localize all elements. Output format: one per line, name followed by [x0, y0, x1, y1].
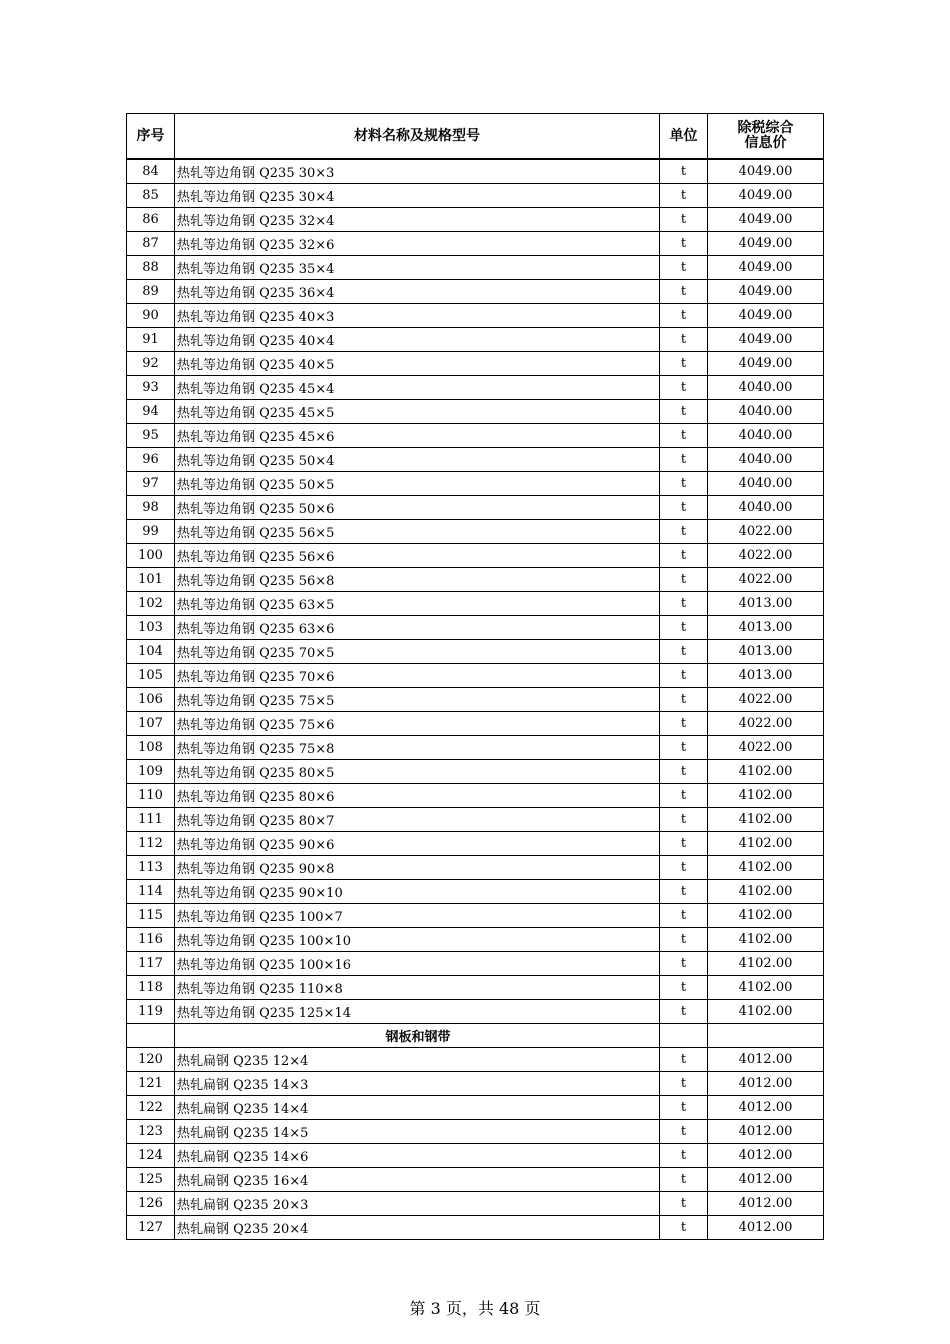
material-name: 热轧等边角钢 Q235 50×4 [175, 448, 660, 472]
price-table [126, 113, 824, 1240]
price: 4049.00 [708, 232, 824, 256]
material-name: 热轧扁钢 Q235 14×6 [175, 1144, 660, 1168]
row-number: 103 [127, 616, 175, 640]
table-row [127, 304, 824, 328]
table-row [127, 808, 824, 832]
price: 4102.00 [708, 976, 824, 1000]
material-name: 热轧等边角钢 Q235 30×3 [175, 159, 660, 184]
price: 4102.00 [708, 784, 824, 808]
row-number: 96 [127, 448, 175, 472]
material-name: 热轧等边角钢 Q235 56×6 [175, 544, 660, 568]
price: 4040.00 [708, 472, 824, 496]
unit: t [660, 1000, 708, 1024]
material-name: 热轧等边角钢 Q235 45×4 [175, 376, 660, 400]
row-number: 102 [127, 592, 175, 616]
table-row [127, 1096, 824, 1120]
row-number: 101 [127, 568, 175, 592]
unit: t [660, 784, 708, 808]
price: 4102.00 [708, 1000, 824, 1024]
material-name: 热轧等边角钢 Q235 32×6 [175, 232, 660, 256]
table-row [127, 208, 824, 232]
price: 4102.00 [708, 928, 824, 952]
row-number: 95 [127, 424, 175, 448]
material-name: 热轧等边角钢 Q235 90×6 [175, 832, 660, 856]
unit: t [660, 736, 708, 760]
unit: t [660, 352, 708, 376]
section-row [127, 1024, 824, 1048]
material-name: 热轧等边角钢 Q235 75×8 [175, 736, 660, 760]
unit: t [660, 1096, 708, 1120]
material-name: 热轧等边角钢 Q235 75×6 [175, 712, 660, 736]
unit: t [660, 424, 708, 448]
material-name: 热轧等边角钢 Q235 110×8 [175, 976, 660, 1000]
unit: t [660, 280, 708, 304]
table-row [127, 640, 824, 664]
unit: t [660, 1120, 708, 1144]
table-row [127, 544, 824, 568]
material-name: 热轧扁钢 Q235 16×4 [175, 1168, 660, 1192]
row-number: 113 [127, 856, 175, 880]
header-name: 材料名称及规格型号 [175, 114, 660, 160]
unit: t [660, 616, 708, 640]
unit: t [660, 688, 708, 712]
price: 4013.00 [708, 640, 824, 664]
price: 4012.00 [708, 1192, 824, 1216]
table-row [127, 424, 824, 448]
material-name: 热轧等边角钢 Q235 90×10 [175, 880, 660, 904]
material-name: 热轧等边角钢 Q235 80×6 [175, 784, 660, 808]
row-number: 106 [127, 688, 175, 712]
price: 4102.00 [708, 904, 824, 928]
table-row [127, 784, 824, 808]
table-row [127, 496, 824, 520]
price: 4049.00 [708, 256, 824, 280]
material-name: 热轧等边角钢 Q235 50×5 [175, 472, 660, 496]
price: 4049.00 [708, 304, 824, 328]
price: 4013.00 [708, 592, 824, 616]
price: 4040.00 [708, 400, 824, 424]
material-name: 热轧等边角钢 Q235 40×3 [175, 304, 660, 328]
price: 4012.00 [708, 1144, 824, 1168]
material-name: 热轧扁钢 Q235 20×3 [175, 1192, 660, 1216]
row-number: 107 [127, 712, 175, 736]
row-number: 126 [127, 1192, 175, 1216]
table-row [127, 1216, 824, 1240]
price: 4022.00 [708, 544, 824, 568]
material-name: 热轧等边角钢 Q235 90×8 [175, 856, 660, 880]
material-name: 热轧等边角钢 Q235 125×14 [175, 1000, 660, 1024]
row-number: 89 [127, 280, 175, 304]
table-row [127, 1144, 824, 1168]
unit: t [660, 496, 708, 520]
unit: t [660, 1192, 708, 1216]
table-row [127, 760, 824, 784]
price: 4102.00 [708, 808, 824, 832]
material-name: 热轧等边角钢 Q235 56×8 [175, 568, 660, 592]
price: 4012.00 [708, 1168, 824, 1192]
material-name: 热轧等边角钢 Q235 45×5 [175, 400, 660, 424]
unit: t [660, 1216, 708, 1240]
row-number: 92 [127, 352, 175, 376]
price: 4012.00 [708, 1096, 824, 1120]
table-row [127, 568, 824, 592]
row-number: 117 [127, 952, 175, 976]
material-name: 热轧等边角钢 Q235 70×6 [175, 664, 660, 688]
table-row [127, 400, 824, 424]
row-number: 125 [127, 1168, 175, 1192]
unit: t [660, 856, 708, 880]
material-name: 热轧等边角钢 Q235 50×6 [175, 496, 660, 520]
table-row [127, 664, 824, 688]
table-row [127, 592, 824, 616]
price: 4013.00 [708, 664, 824, 688]
section-title: 钢板和钢带 [175, 1024, 660, 1048]
unit: t [660, 880, 708, 904]
unit: t [660, 304, 708, 328]
price: 4012.00 [708, 1120, 824, 1144]
unit: t [660, 952, 708, 976]
price: 4102.00 [708, 880, 824, 904]
table-row [127, 976, 824, 1000]
row-number: 86 [127, 208, 175, 232]
unit: t [660, 472, 708, 496]
material-name: 热轧等边角钢 Q235 75×5 [175, 688, 660, 712]
price: 4049.00 [708, 184, 824, 208]
material-name: 热轧等边角钢 Q235 40×4 [175, 328, 660, 352]
row-number: 98 [127, 496, 175, 520]
page-footer: 第 3 页，共 48 页 [409, 1299, 541, 1318]
row-number: 109 [127, 760, 175, 784]
table-row [127, 280, 824, 304]
material-name: 热轧等边角钢 Q235 56×5 [175, 520, 660, 544]
table-row [127, 448, 824, 472]
row-number: 110 [127, 784, 175, 808]
material-name: 热轧等边角钢 Q235 36×4 [175, 280, 660, 304]
material-name: 热轧等边角钢 Q235 32×4 [175, 208, 660, 232]
row-number: 99 [127, 520, 175, 544]
material-name: 热轧扁钢 Q235 14×3 [175, 1072, 660, 1096]
row-number: 105 [127, 664, 175, 688]
material-name: 热轧等边角钢 Q235 100×7 [175, 904, 660, 928]
price: 4012.00 [708, 1072, 824, 1096]
material-name: 热轧扁钢 Q235 14×4 [175, 1096, 660, 1120]
unit: t [660, 712, 708, 736]
row-number: 93 [127, 376, 175, 400]
table-row [127, 952, 824, 976]
row-number: 124 [127, 1144, 175, 1168]
unit: t [660, 568, 708, 592]
price: 4049.00 [708, 352, 824, 376]
unit: t [660, 1048, 708, 1072]
material-name: 热轧等边角钢 Q235 63×6 [175, 616, 660, 640]
unit: t [660, 328, 708, 352]
price: 4022.00 [708, 736, 824, 760]
row-number: 90 [127, 304, 175, 328]
row-number: 120 [127, 1048, 175, 1072]
material-name: 热轧等边角钢 Q235 80×5 [175, 760, 660, 784]
row-number: 127 [127, 1216, 175, 1240]
price: 4102.00 [708, 760, 824, 784]
unit: t [660, 808, 708, 832]
row-number: 104 [127, 640, 175, 664]
unit: t [660, 664, 708, 688]
unit: t [660, 1072, 708, 1096]
table-row [127, 688, 824, 712]
table-row [127, 736, 824, 760]
table-row [127, 376, 824, 400]
price: 4102.00 [708, 832, 824, 856]
unit: t [660, 159, 708, 184]
row-number: 88 [127, 256, 175, 280]
row-number: 116 [127, 928, 175, 952]
unit: t [660, 1144, 708, 1168]
table-row [127, 256, 824, 280]
unit: t [660, 184, 708, 208]
unit: t [660, 208, 708, 232]
row-number: 84 [127, 159, 175, 184]
table-row [127, 1192, 824, 1216]
material-name: 热轧扁钢 Q235 12×4 [175, 1048, 660, 1072]
price: 4040.00 [708, 424, 824, 448]
price: 4022.00 [708, 688, 824, 712]
material-name: 热轧等边角钢 Q235 100×16 [175, 952, 660, 976]
table-row [127, 184, 824, 208]
row-number: 100 [127, 544, 175, 568]
section-price-cell [708, 1024, 824, 1048]
table-row [127, 712, 824, 736]
price: 4013.00 [708, 616, 824, 640]
material-name: 热轧扁钢 Q235 20×4 [175, 1216, 660, 1240]
table-body [127, 159, 824, 1240]
unit: t [660, 400, 708, 424]
header-price-line1: 除税综合 [737, 120, 794, 136]
row-number: 118 [127, 976, 175, 1000]
material-name: 热轧扁钢 Q235 14×5 [175, 1120, 660, 1144]
table-row [127, 1168, 824, 1192]
price: 4102.00 [708, 952, 824, 976]
material-name: 热轧等边角钢 Q235 100×10 [175, 928, 660, 952]
price: 4049.00 [708, 328, 824, 352]
row-number: 122 [127, 1096, 175, 1120]
unit: t [660, 256, 708, 280]
header-unit: 单位 [660, 114, 708, 160]
material-name: 热轧等边角钢 Q235 70×5 [175, 640, 660, 664]
unit: t [660, 592, 708, 616]
header-no: 序号 [127, 114, 175, 160]
table-row [127, 880, 824, 904]
table-row [127, 352, 824, 376]
row-number: 85 [127, 184, 175, 208]
material-name: 热轧等边角钢 Q235 80×7 [175, 808, 660, 832]
table-row [127, 328, 824, 352]
row-number: 97 [127, 472, 175, 496]
price: 4022.00 [708, 712, 824, 736]
row-number: 112 [127, 832, 175, 856]
unit: t [660, 448, 708, 472]
table-row [127, 1000, 824, 1024]
table-row [127, 832, 824, 856]
table-row [127, 472, 824, 496]
table-row [127, 232, 824, 256]
header-price [708, 114, 824, 160]
row-number: 114 [127, 880, 175, 904]
table-row [127, 904, 824, 928]
unit: t [660, 232, 708, 256]
table-row [127, 1048, 824, 1072]
unit: t [660, 640, 708, 664]
price: 4040.00 [708, 448, 824, 472]
unit: t [660, 520, 708, 544]
unit: t [660, 1168, 708, 1192]
table-row [127, 1120, 824, 1144]
header-price-line2: 信息价 [744, 135, 787, 151]
table-row [127, 159, 824, 184]
price: 4022.00 [708, 520, 824, 544]
row-number: 121 [127, 1072, 175, 1096]
row-number: 108 [127, 736, 175, 760]
price: 4102.00 [708, 856, 824, 880]
price: 4049.00 [708, 159, 824, 184]
unit: t [660, 544, 708, 568]
price: 4012.00 [708, 1048, 824, 1072]
material-name: 热轧等边角钢 Q235 35×4 [175, 256, 660, 280]
unit: t [660, 376, 708, 400]
header-row [127, 114, 824, 160]
table-row [127, 616, 824, 640]
unit: t [660, 832, 708, 856]
table-row [127, 520, 824, 544]
price: 4040.00 [708, 496, 824, 520]
price: 4049.00 [708, 280, 824, 304]
material-name: 热轧等边角钢 Q235 30×4 [175, 184, 660, 208]
row-number: 91 [127, 328, 175, 352]
unit: t [660, 760, 708, 784]
row-number: 94 [127, 400, 175, 424]
section-unit-cell [660, 1024, 708, 1048]
price: 4022.00 [708, 568, 824, 592]
price: 4012.00 [708, 1216, 824, 1240]
material-name: 热轧等边角钢 Q235 63×5 [175, 592, 660, 616]
section-no-cell [127, 1024, 175, 1048]
material-name: 热轧等边角钢 Q235 40×5 [175, 352, 660, 376]
material-name: 热轧等边角钢 Q235 45×6 [175, 424, 660, 448]
table-row [127, 856, 824, 880]
price: 4040.00 [708, 376, 824, 400]
row-number: 119 [127, 1000, 175, 1024]
table-row [127, 928, 824, 952]
price: 4049.00 [708, 208, 824, 232]
row-number: 115 [127, 904, 175, 928]
row-number: 123 [127, 1120, 175, 1144]
row-number: 111 [127, 808, 175, 832]
table-row [127, 1072, 824, 1096]
unit: t [660, 976, 708, 1000]
row-number: 87 [127, 232, 175, 256]
unit: t [660, 928, 708, 952]
unit: t [660, 904, 708, 928]
